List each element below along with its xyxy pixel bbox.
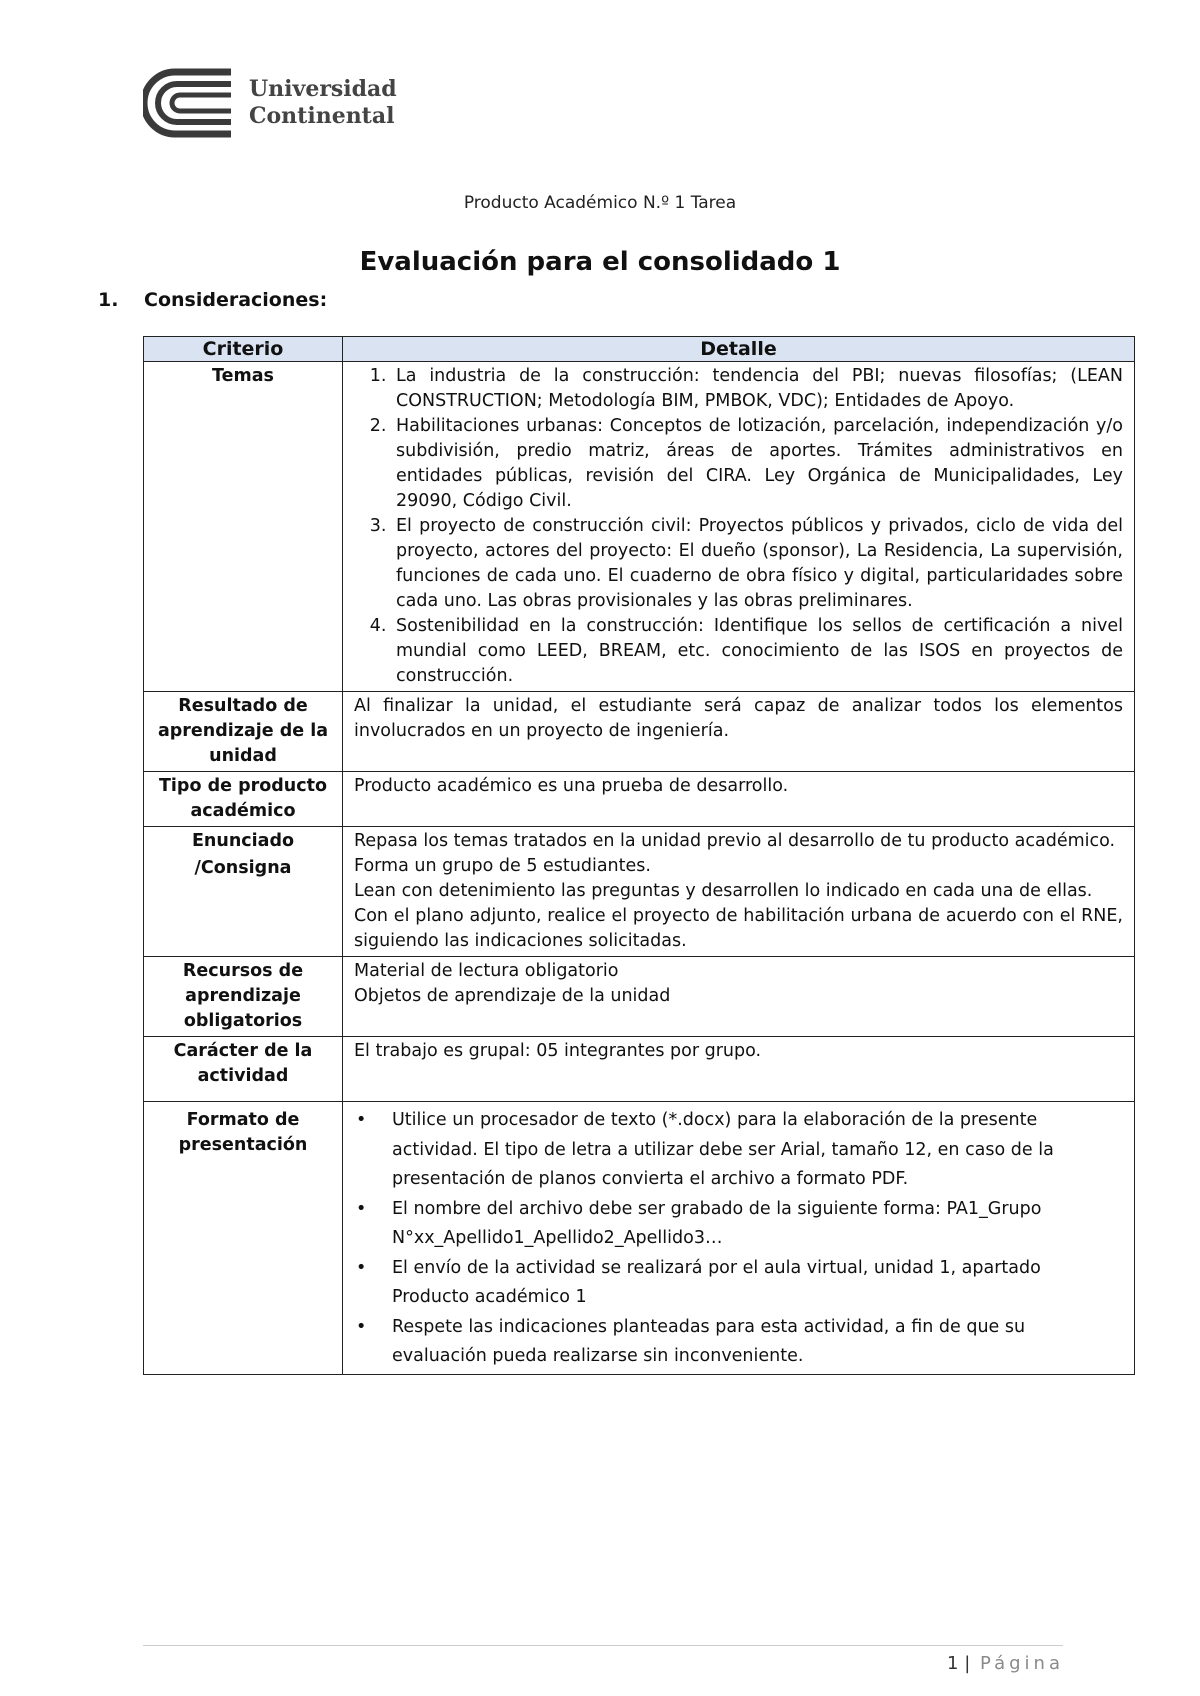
criterio-tipo: Tipo de producto académico xyxy=(144,772,343,827)
enunciado-line: Forma un grupo de 5 estudiantes. xyxy=(354,856,651,876)
enunciado-line: Con el plano adjunto, realice el proyecto de habilitación urbana de acuerdo con el RNE, siguiendo las indicaciones solicitadas. xyxy=(354,906,1123,951)
list-item xyxy=(356,1254,1123,1313)
bullet-icon: • xyxy=(356,1110,367,1130)
logo-line-2: Continental xyxy=(249,103,395,129)
bullet-icon: • xyxy=(356,1257,367,1278)
enunciado-label-line-1: Enunciado xyxy=(191,831,295,851)
header-criterio: Criterio xyxy=(144,337,343,362)
formato-text: El envío de la actividad se realizará por el aula virtual, unidad 1, apartado Producto académico 1 xyxy=(392,1257,1041,1307)
formato-text: Utilice un procesador de texto (*.docx) para la elaboración de la presente actividad. El tipo de letra a utilizar debe ser Arial, tamaño 12, en caso de la presentación de planos convierta el archivo a formato PDF. xyxy=(392,1110,1054,1189)
criterio-resultado: Resultado de aprendizaje de la unidad xyxy=(144,692,343,772)
footer-divider xyxy=(143,1645,1063,1646)
table-row xyxy=(144,362,1135,692)
table-row xyxy=(144,957,1135,1037)
footer-separator: | xyxy=(964,1653,971,1674)
bullet-icon: • xyxy=(356,1316,367,1337)
list-item xyxy=(356,1106,1123,1195)
formato-text: Respete las indicaciones planteadas para esta actividad, a fin de que su evaluación pueda realizarse sin inconveniente. xyxy=(392,1316,1026,1366)
list-item xyxy=(356,1195,1123,1254)
document-title: Evaluación para el consolidado 1 xyxy=(359,247,841,277)
table-row xyxy=(144,1037,1135,1102)
list-item: 4. Sostenibilidad en la construcción: Identifique los sellos de certificación a nivel mundial como LEED, BREAM, etc. conocimiento de las ISOS en proyectos de construcción. xyxy=(392,614,1123,689)
enunciado-label-line-2: /Consigna xyxy=(194,858,292,878)
criterio-recursos: Recursos de aprendizaje obligatorios xyxy=(144,957,343,1037)
logo-line-1: Universidad xyxy=(249,76,397,102)
recurso-line: Objetos de aprendizaje de la unidad xyxy=(354,986,671,1006)
detalle-formato xyxy=(343,1102,1135,1375)
document-subtitle: Producto Académico N.º 1 Tarea xyxy=(463,193,737,213)
table-row xyxy=(144,1102,1135,1375)
university-logo xyxy=(143,68,397,138)
list-item: 1. La industria de la construcción: tendencia del PBI; nuevas filosofías; (LEAN CONSTRUCTION; Metodología BIM, PMBOK, VDC); Entidades de Apoyo. xyxy=(392,364,1123,414)
criterio-formato: Formato de presentación xyxy=(144,1102,343,1375)
formato-list xyxy=(354,1106,1123,1372)
list-item: 3. El proyecto de construcción civil: Proyectos públicos y privados, ciclo de vida del proyecto, actores del proyecto: El dueño (sponsor), La Residencia, La supervisión, funciones de cada uno. El cuaderno de obra físico y digital, particularidades sobre cada uno. Las obras provisionales y las obras preliminares. xyxy=(392,514,1123,614)
page-number: 1 xyxy=(947,1653,959,1674)
section-label: Consideraciones: xyxy=(144,289,328,311)
considerations-table xyxy=(143,336,1135,1375)
recurso-line: Material de lectura obligatorio xyxy=(354,961,619,981)
enunciado-line: Lean con detenimiento las preguntas y desarrollen lo indicado en cada una de ellas. xyxy=(354,881,1093,901)
detalle-tipo: Producto académico es una prueba de desarrollo. xyxy=(343,772,1135,827)
table-row xyxy=(144,772,1135,827)
criterio-temas: Temas xyxy=(144,362,343,692)
page-footer xyxy=(947,1653,1064,1674)
table-header-row xyxy=(144,337,1135,362)
page-label: Página xyxy=(980,1653,1064,1674)
detalle-recursos xyxy=(343,957,1135,1037)
section-number: 1. xyxy=(98,289,119,311)
detalle-enunciado xyxy=(343,827,1135,957)
formato-text: El nombre del archivo debe ser grabado de la siguiente forma: PA1_Grupo N°xx_Apellido1_Apellido2_Apellido3… xyxy=(392,1198,1042,1248)
criterio-caracter: Carácter de la actividad xyxy=(144,1037,343,1102)
section-heading xyxy=(98,289,327,311)
list-item: 2. Habilitaciones urbanas: Conceptos de lotización, parcelación, independización y/o subdivisión, predio matriz, áreas de aportes. Trámites administrativos en entidades públicas, revisión del CIRA. Ley Orgánica de Municipalidades, Ley 29090, Código Civil. xyxy=(392,414,1123,514)
table-row xyxy=(144,692,1135,772)
continental-logo-icon xyxy=(143,68,233,138)
detalle-resultado: Al finalizar la unidad, el estudiante será capaz de analizar todos los elementos involucrados en un proyecto de ingeniería. xyxy=(343,692,1135,772)
criterio-enunciado xyxy=(144,827,343,957)
detalle-temas xyxy=(343,362,1135,692)
list-item xyxy=(356,1313,1123,1372)
header-detalle: Detalle xyxy=(343,337,1135,362)
bullet-icon: • xyxy=(356,1198,367,1219)
enunciado-line: Repasa los temas tratados en la unidad previo al desarrollo de tu producto académico. xyxy=(354,831,1116,851)
detalle-caracter: El trabajo es grupal: 05 integrantes por grupo. xyxy=(343,1037,1135,1102)
temas-list xyxy=(354,364,1123,689)
table-row xyxy=(144,827,1135,957)
